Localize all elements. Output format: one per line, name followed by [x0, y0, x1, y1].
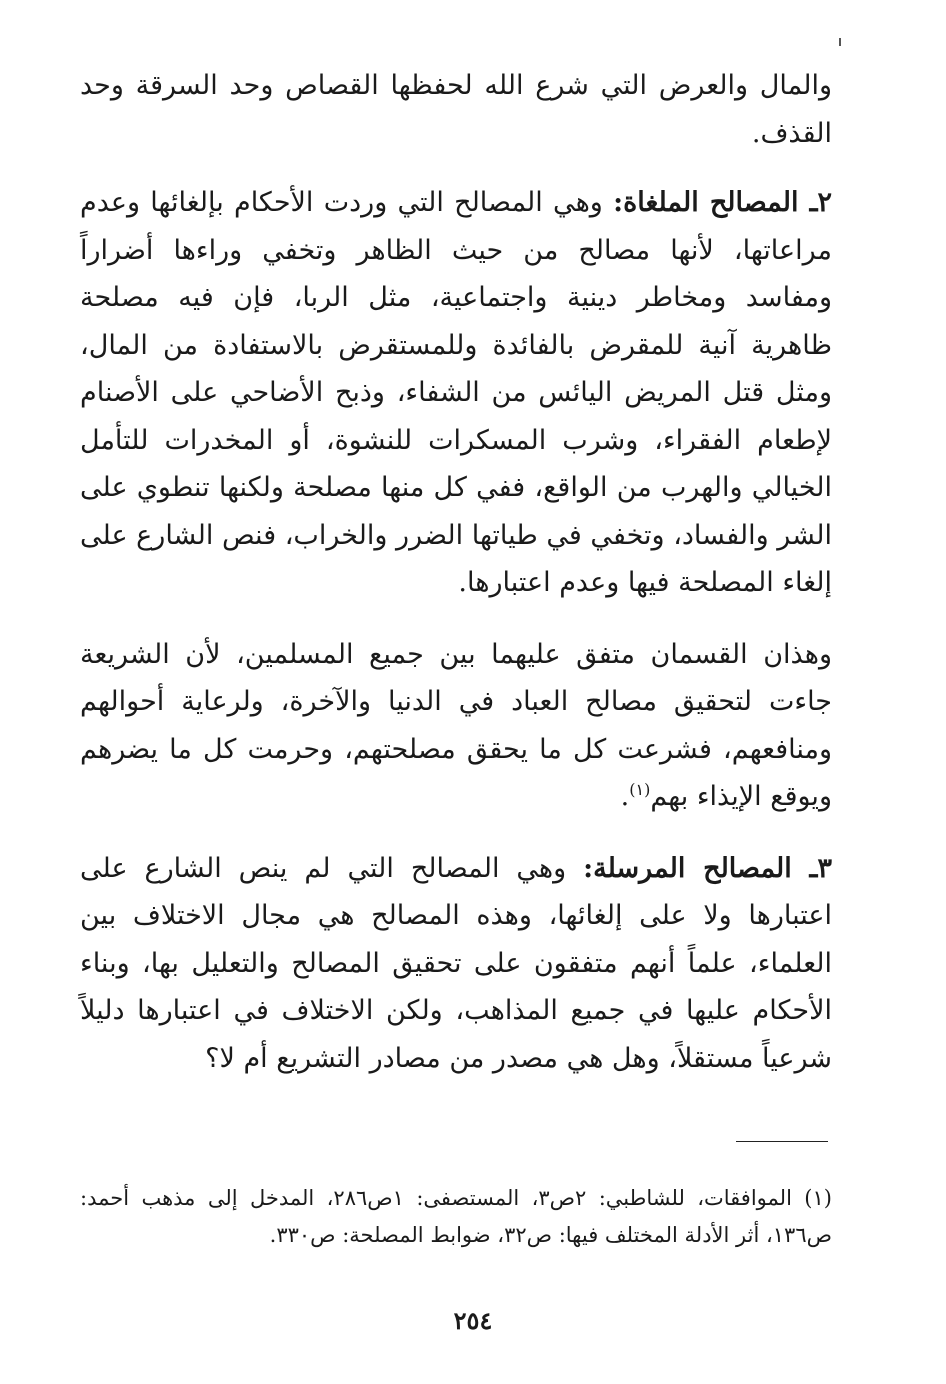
- paragraph-agreement-end: .: [620, 781, 630, 812]
- paragraph-unrestricted-interests: [80, 845, 832, 1083]
- footnote-divider: [736, 1141, 828, 1142]
- paragraph-intro-text: والمال والعرض التي شرع الله لحفظها القصاص وحد السرقة وحد القذف.: [80, 70, 832, 149]
- page-body: [80, 62, 832, 1082]
- heading-unrestricted-interests: ٣ـ المصالح المرسلة:: [583, 852, 832, 884]
- scan-speck: [839, 38, 841, 46]
- paragraph-agreement-text: وهذان القسمان متفق عليهما بين جميع المسلمين، لأن الشريعة جاءت لتحقيق مصالح العباد في الدنيا والآخرة، ولرعاية أحوالهم ومنافعهم، فشرعت كل ما يحقق مصلحتهم، وحرمت كل ما يضرهم ويوقع الإيذاء بهم: [80, 638, 832, 812]
- paragraph-agreement: [80, 631, 832, 821]
- paragraph-cancelled-interests-text: وهي المصالح التي وردت الأحكام بإلغائها وعدم مراعاتها، لأنها مصالح من حيث الظاهر وتخفي وراءها أضراراً ومفاسد ومخاطر دينية واجتماعية، مثل الربا، فإن فيه مصلحة ظاهرية آنية للمقرض بالفائدة وللمستقرض بالاستفادة من المال، ومثل قتل المريض اليائس من الشفاء، وذبح الأضاحي على الأصنام لإطعام الفقراء، وشرب المسكرات للنشوة، أو المخدرات للتأمل الخيالي والهرب من الواقع، ففي كل منها مصلحة ولكنها تنطوي على الشر والفساد، وتخفي في طياتها الضرر والخراب، فنص الشارع على إلغاء المصلحة فيها وعدم اعتبارها.: [80, 187, 832, 598]
- paragraph-unrestricted-interests-text: وهي المصالح التي لم ينص الشارع على اعتبارها ولا على إلغائها، وهذه المصالح هي مجال الاختلاف بين العلماء، علماً أنهم متفقون على تحقيق المصالح والتعليل بها، وبناء الأحكام عليها في جميع المذاهب، ولكن الاختلاف في اعتبارها دليلاً شرعياً مستقلاً، وهل هي مصدر من مصادر التشريع أم لا؟: [80, 852, 832, 1074]
- page-number: ٢٥٤: [453, 1306, 493, 1335]
- footnote-text: (١) الموافقات، للشاطبي: ٢ص٣، المستصفى: ١ص٢٨٦، المدخل إلى مذهب أحمد: ص١٣٦، أثر الأدلة المختلف فيها: ص٣٢، ضوابط المصلحة: ص٣٣٠.: [80, 1186, 832, 1247]
- paragraph-intro-continuation: [80, 62, 832, 157]
- paragraph-cancelled-interests: [80, 179, 832, 607]
- heading-cancelled-interests: ٢ـ المصالح الملغاة:: [613, 187, 833, 218]
- footnote-reference[interactable]: (١): [629, 780, 651, 799]
